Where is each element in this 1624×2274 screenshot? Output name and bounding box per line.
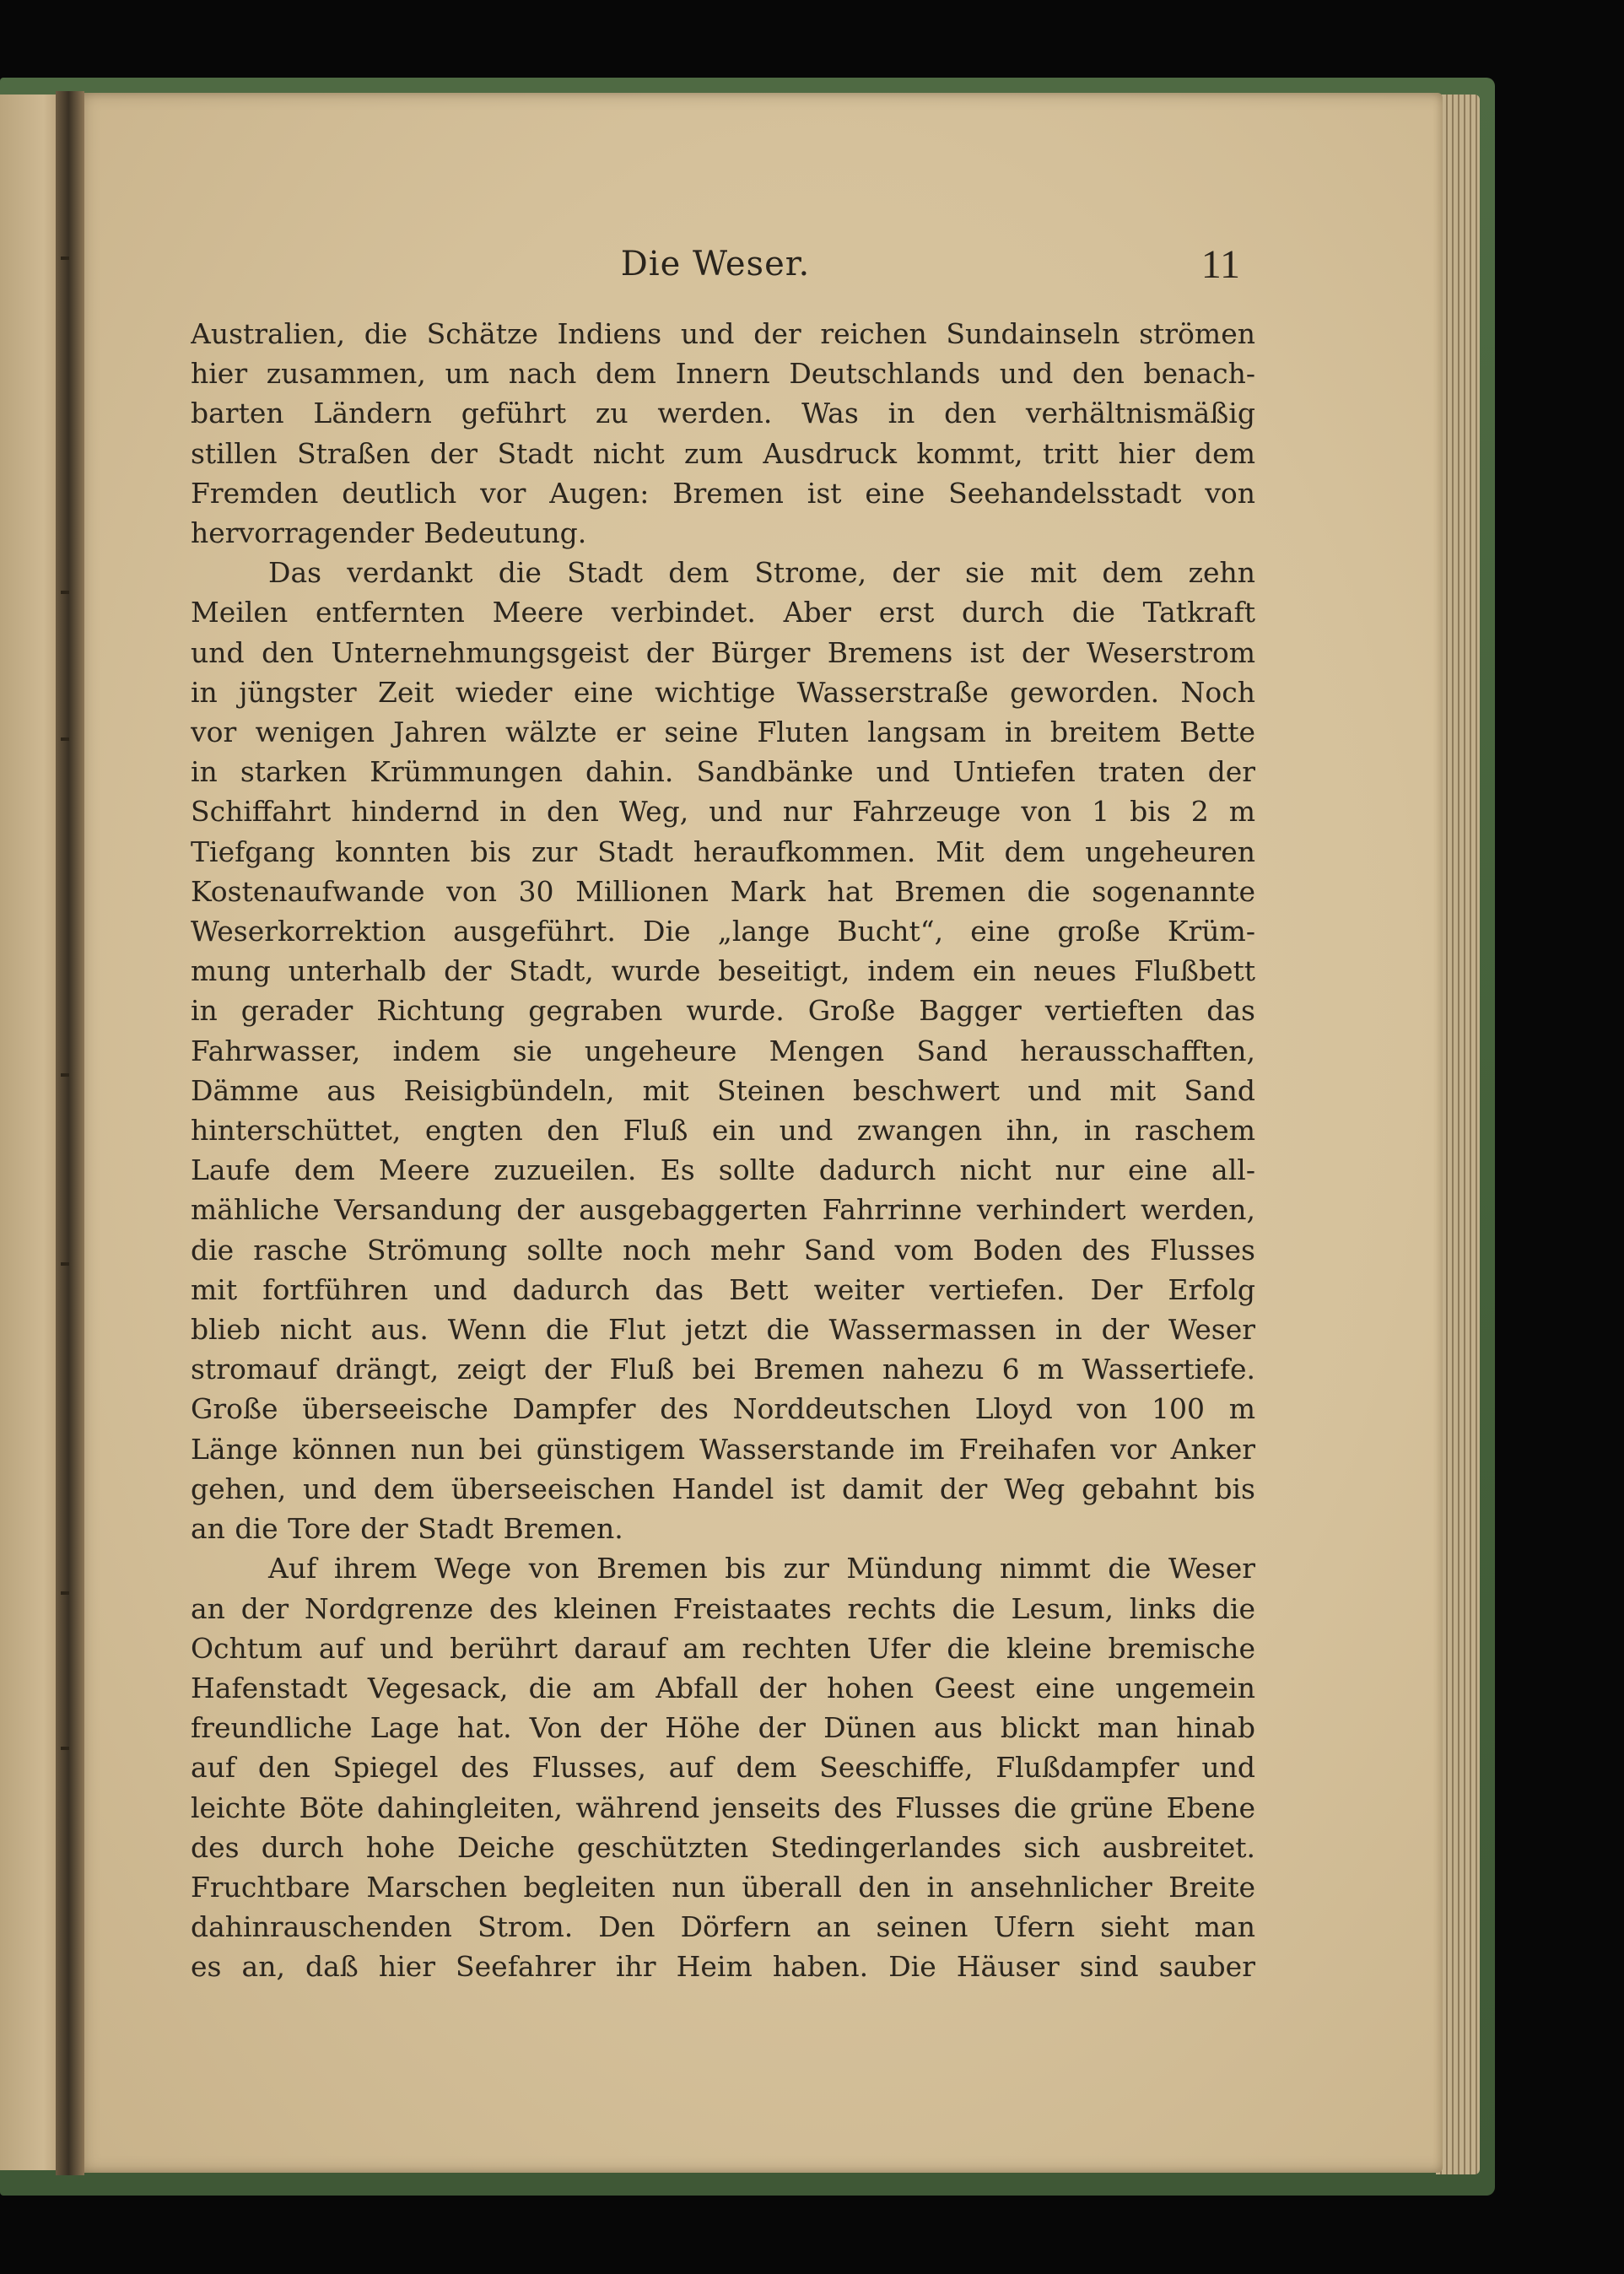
text-line: Hafenstadt Vegesack, die am Abfall der hohen Geest eine ungemein — [191, 1671, 1255, 1704]
text-line: hier zusammen, um nach dem Innern Deutschlands und den benach- — [191, 357, 1255, 391]
text-line: Das verdankt die Stadt dem Strome, der sie mit dem zehn — [268, 556, 1255, 590]
margin-mark — [61, 257, 69, 260]
text-line: vor wenigen Jahren wälzte er seine Fluten langsam in breitem Bette — [191, 716, 1255, 749]
text-line: an der Nordgrenze des kleinen Freistaates rechts die Lesum, links die — [191, 1591, 1255, 1625]
text-line: Auf ihrem Wege von Bremen bis zur Mündung nimmt die Weser — [268, 1552, 1255, 1585]
text-line: Fruchtbare Marschen begleiten nun überall den in ansehnlicher Breite — [191, 1870, 1255, 1904]
text-line: mung unterhalb der Stadt, wurde beseitigt, indem ein neues Flußbett — [191, 954, 1255, 988]
text-line: Tiefgang konnten bis zur Stadt heraufkommen. Mit dem ungeheuren — [191, 835, 1255, 868]
book-gutter — [56, 91, 84, 2175]
text-line: hervorragender Bedeutung. — [191, 516, 587, 550]
text-line: stromauf drängt, zeigt der Fluß bei Bremen nahezu 6 m Wassertiefe. — [191, 1353, 1255, 1386]
margin-mark — [61, 1747, 69, 1750]
text-line: des durch hohe Deiche geschützten Stedingerlandes sich ausbreitet. — [191, 1830, 1255, 1864]
text-line: Australien, die Schätze Indiens und der reichen Sundainseln strömen — [191, 317, 1255, 350]
page-header — [191, 242, 1240, 304]
text-line: auf den Spiegel des Flusses, auf dem Seeschiffe, Flußdampfer und — [191, 1751, 1255, 1785]
text-line: es an, daß hier Seefahrer ihr Heim haben. Die Häuser sind sauber — [191, 1950, 1255, 1984]
text-line: und den Unternehmungsgeist der Bürger Bremens ist der Weserstrom — [191, 635, 1255, 669]
text-line: blieb nicht aus. Wenn die Flut jetzt die Wassermassen in der Weser — [191, 1313, 1255, 1347]
margin-mark — [61, 1073, 69, 1077]
text-line: die rasche Strömung sollte noch mehr Sand vom Boden des Flusses — [191, 1233, 1255, 1267]
text-line: mähliche Versandung der ausgebaggerten Fahrrinne verhindert werden, — [191, 1193, 1255, 1227]
text-line: mit fortführen und dadurch das Bett weiter vertiefen. Der Erfolg — [191, 1272, 1255, 1306]
text-line: in starken Krümmungen dahin. Sandbänke und Untiefen traten der — [191, 755, 1255, 789]
text-line: Ochtum auf und berührt darauf am rechten Ufer die kleine bremische — [191, 1631, 1255, 1665]
text-line: Länge können nun bei günstigem Wasserstande im Freihafen vor Anker — [191, 1432, 1255, 1466]
text-line: Kostenaufwande von 30 Millionen Mark hat Bremen die sogenannte — [191, 874, 1255, 908]
text-line: Fremden deutlich vor Augen: Bremen ist eine Seehandelsstadt von — [191, 476, 1255, 510]
text-line: an die Tore der Stadt Bremen. — [191, 1512, 623, 1546]
text-line: freundliche Lage hat. Von der Höhe der Dünen aus blickt man hinab — [191, 1711, 1255, 1745]
text-line: barten Ländern geführt zu werden. Was in den verhältnismäßig — [191, 397, 1255, 430]
text-line: leichte Böte dahingleiten, während jenseits des Flusses die grüne Ebene — [191, 1791, 1255, 1824]
text-line: dahinrauschenden Strom. Den Dörfern an seinen Ufern sieht man — [191, 1910, 1255, 1944]
text-line: in jüngster Zeit wieder eine wichtige Wasserstraße geworden. Noch — [191, 675, 1255, 709]
margin-mark — [61, 1262, 69, 1266]
margin-mark — [61, 591, 69, 594]
margin-mark — [61, 737, 69, 741]
text-line: hinterschüttet, engten den Fluß ein und zwangen ihn, in raschem — [191, 1114, 1255, 1148]
page-number: 11 — [1200, 242, 1240, 287]
text-line: stillen Straßen der Stadt nicht zum Ausdruck kommt, tritt hier dem — [191, 436, 1255, 470]
text-line: Schiffahrt hindernd in den Weg, und nur Fahrzeuge von 1 bis 2 m — [191, 795, 1255, 829]
text-line: Laufe dem Meere zuzueilen. Es sollte dadurch nicht nur eine all- — [191, 1153, 1255, 1187]
margin-mark — [61, 1591, 69, 1595]
text-line: Weserkorrektion ausgeführt. Die „lange Bucht“, eine große Krüm- — [191, 915, 1255, 948]
text-line: Dämme aus Reisigbündeln, mit Steinen beschwert und mit Sand — [191, 1073, 1255, 1107]
text-line: Meilen entfernten Meere verbindet. Aber erst durch die Tatkraft — [191, 596, 1255, 629]
text-line: Fahrwasser, indem sie ungeheure Mengen Sand herausschafften, — [191, 1034, 1255, 1067]
text-line: Große überseeische Dampfer des Norddeutschen Lloyd von 100 m — [191, 1392, 1255, 1426]
running-title: Die Weser. — [620, 245, 811, 284]
body-text — [191, 314, 1255, 1987]
text-line: gehen, und dem überseeischen Handel ist damit der Weg gebahnt bis — [191, 1472, 1255, 1505]
text-line: in gerader Richtung gegraben wurde. Große Bagger vertieften das — [191, 994, 1255, 1028]
